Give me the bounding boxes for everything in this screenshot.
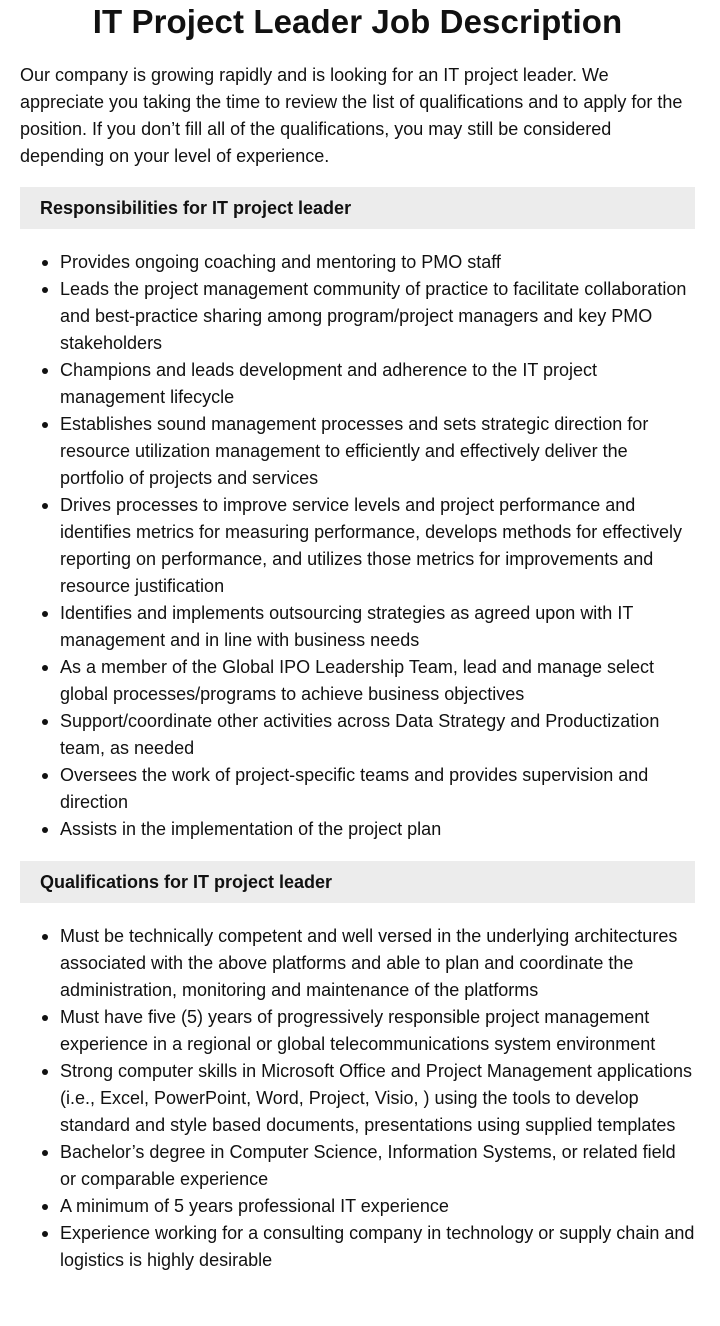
qualification-text: A minimum of 5 years professional IT experience	[60, 1196, 449, 1216]
bullet-icon	[42, 934, 48, 940]
responsibility-text: Leads the project management community of practice to facilitate collaboration and best-practice sharing among program/project managers and key PMO stakeholders	[60, 279, 687, 353]
responsibility-text: Drives processes to improve service levels and project performance and identifies metrics for measuring performance, develops methods for effectively reporting on performance, and utilizes those metrics for improvements and resource justification	[60, 495, 682, 596]
responsibility-item	[20, 411, 695, 492]
bullet-icon	[42, 719, 48, 725]
responsibilities-list	[20, 249, 695, 843]
responsibility-item	[20, 276, 695, 357]
qualification-text: Strong computer skills in Microsoft Office and Project Management applications (i.e., Excel, PowerPoint, Word, Project, Visio, ) using the tools to develop standard and style based documents, presentations using supplied templates	[60, 1061, 692, 1135]
qualification-text: Must be technically competent and well versed in the underlying architectures associated with the above platforms and able to plan and coordinate the administration, monitoring and maintenance of the platforms	[60, 926, 678, 1000]
bullet-icon	[42, 1069, 48, 1075]
responsibility-text: Champions and leads development and adherence to the IT project management lifecycle	[60, 360, 598, 407]
intro-paragraph: Our company is growing rapidly and is looking for an IT project leader. We appreciate you taking the time to review the list of qualifications and to apply for the position. If you don’t fill all of the qualifications, you may still be considered depending on your level of experience.	[20, 65, 683, 166]
page-title: IT Project Leader Job Description	[92, 3, 623, 40]
qualification-item	[20, 1193, 695, 1220]
responsibility-item	[20, 708, 695, 762]
qualification-item	[20, 923, 695, 1004]
responsibility-item	[20, 600, 695, 654]
responsibility-item	[20, 249, 695, 276]
bullet-icon	[42, 287, 48, 293]
bullet-icon	[42, 260, 48, 266]
qualifications-header: Qualifications for IT project leader	[20, 861, 695, 903]
qualification-text: Must have five (5) years of progressively responsible project management experience in a regional or global telecommunications system environment	[60, 1007, 656, 1054]
responsibility-text: Oversees the work of project-specific teams and provides supervision and direction	[60, 765, 649, 812]
bullet-icon	[42, 503, 48, 509]
responsibility-item	[20, 357, 695, 411]
responsibility-item	[20, 654, 695, 708]
responsibility-text: Support/coordinate other activities across Data Strategy and Productization team, as needed	[60, 711, 660, 758]
bullet-icon	[42, 1015, 48, 1021]
bullet-icon	[42, 773, 48, 779]
qualification-item	[20, 1220, 695, 1274]
responsibility-text: Establishes sound management processes and sets strategic direction for resource utilization management to efficiently and effectively deliver the portfolio of projects and services	[60, 414, 649, 488]
responsibility-text: Provides ongoing coaching and mentoring to PMO staff	[60, 252, 501, 272]
bullet-icon	[42, 665, 48, 671]
qualification-item	[20, 1058, 695, 1139]
responsibilities-header: Responsibilities for IT project leader	[20, 187, 695, 229]
responsibility-item	[20, 492, 695, 600]
responsibility-item	[20, 816, 695, 843]
responsibility-item	[20, 762, 695, 816]
qualification-text: Experience working for a consulting company in technology or supply chain and logistics is highly desirable	[60, 1223, 695, 1270]
qualifications-list	[20, 923, 695, 1274]
bullet-icon	[42, 1204, 48, 1210]
qualification-item	[20, 1004, 695, 1058]
bullet-icon	[42, 1231, 48, 1237]
bullet-icon	[42, 368, 48, 374]
qualification-item	[20, 1139, 695, 1193]
responsibility-text: As a member of the Global IPO Leadership Team, lead and manage select global processes/programs to achieve business objectives	[60, 657, 655, 704]
bullet-icon	[42, 611, 48, 617]
bullet-icon	[42, 827, 48, 833]
qualification-text: Bachelor’s degree in Computer Science, Information Systems, or related field or comparable experience	[60, 1142, 676, 1189]
bullet-icon	[42, 1150, 48, 1156]
responsibility-text: Assists in the implementation of the project plan	[60, 819, 442, 839]
responsibility-text: Identifies and implements outsourcing strategies as agreed upon with IT management and in line with business needs	[60, 603, 633, 650]
bullet-icon	[42, 422, 48, 428]
